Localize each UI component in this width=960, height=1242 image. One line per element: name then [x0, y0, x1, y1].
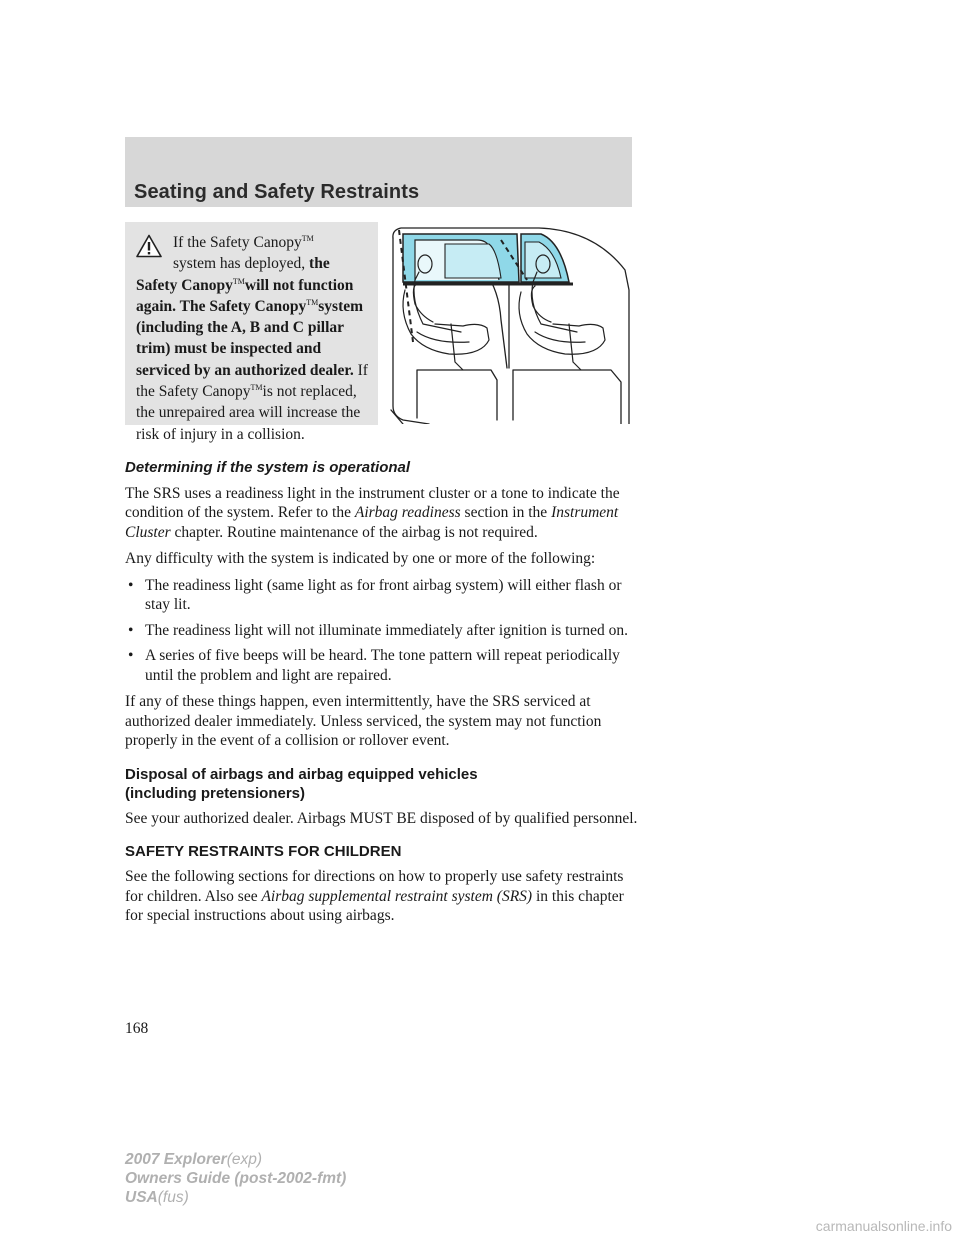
text-run: chapter. Routine maintenance of the airbag is not required. — [170, 523, 538, 541]
footer-code: (exp) — [226, 1151, 263, 1168]
body-content — [125, 458, 645, 933]
warning-text-part: If the Safety Canopy — [173, 234, 302, 251]
text-run: section in the — [460, 504, 552, 521]
safety-canopy-illustration — [389, 220, 634, 424]
document-footer — [125, 1150, 346, 1207]
srs-reference: Airbag supplemental restraint system (SRS) — [261, 887, 533, 905]
operational-paragraph-1 — [125, 484, 645, 543]
chapter-title: Seating and Safety Restraints — [134, 181, 420, 203]
heading-line: Disposal of airbags and airbag equipped vehicles — [125, 765, 478, 783]
footer-code: (fus) — [157, 1189, 189, 1206]
trademark-mark: TM — [250, 382, 263, 392]
trademark-mark: TM — [301, 233, 314, 243]
list-item: • A series of five beeps will be heard. The tone pattern will repeat periodically until the problem and light are repaired. — [125, 646, 645, 685]
chapter-header — [125, 137, 632, 207]
airbag-readiness-reference: Airbag readiness — [354, 504, 461, 521]
operational-heading: Determining if the system is operational — [125, 459, 411, 476]
warning-text-part: If the Safety Canopy — [136, 361, 368, 401]
warning-text-part: is not replaced, the unrepaired area will increase the risk of injury in a collision. — [136, 383, 361, 443]
list-item: • The readiness light will not illuminate immediately after ignition is turned on. — [125, 621, 645, 641]
text-run: See the following sections for directions on how to properly use safety restraints for children. Also see — [125, 868, 624, 905]
list-item: • The readiness light (same light as for front airbag system) will either flash or stay lit. — [125, 576, 645, 615]
warning-text-bold: will not function again. The Safety Canopy — [136, 276, 354, 315]
warning-box — [125, 222, 378, 443]
warning-text — [136, 232, 374, 445]
page-number: 168 — [125, 1020, 149, 1037]
footer-guide: Owners Guide (post-2002-fmt) — [125, 1170, 347, 1187]
children-paragraph — [125, 867, 645, 926]
watermark: carmanualsonline.info — [815, 1218, 952, 1234]
disposal-paragraph: See your authorized dealer. Airbags MUST BE disposed of by qualified personnel. — [125, 809, 638, 827]
instrument-cluster-reference: Instrument Cluster — [125, 504, 619, 541]
text-run: in this chapter for special instructions about using airbags. — [125, 887, 624, 924]
trademark-mark: TM — [306, 297, 319, 307]
warning-text-bold: system (including the A, B and C pillar trim) must be inspected and serviced by an authorized dealer. — [136, 297, 364, 379]
warning-text-part: system has deployed, — [173, 255, 310, 273]
trademark-mark: TM — [232, 276, 245, 286]
heading-line: (including pretensioners) — [125, 784, 306, 802]
operational-paragraph-2: Any difficulty with the system is indicated by one or more of the following: — [125, 550, 596, 567]
operational-paragraph-3: If any of these things happen, even intermittently, have the SRS serviced at authorized dealer immediately. Unless serviced, the system may not function properly in the event of a collision or rollover event. — [125, 693, 602, 749]
footer-model: 2007 Explorer — [125, 1151, 227, 1168]
symptom-list — [125, 576, 645, 686]
footer-region: USA — [125, 1189, 158, 1206]
text-run: The SRS uses a readiness light in the instrument cluster or a tone to indicate the condition of the system. Refer to the — [125, 484, 620, 521]
disposal-heading — [125, 765, 645, 803]
warning-text-bold: the Safety Canopy — [136, 255, 330, 294]
children-heading: SAFETY RESTRAINTS FOR CHILDREN — [125, 843, 402, 860]
